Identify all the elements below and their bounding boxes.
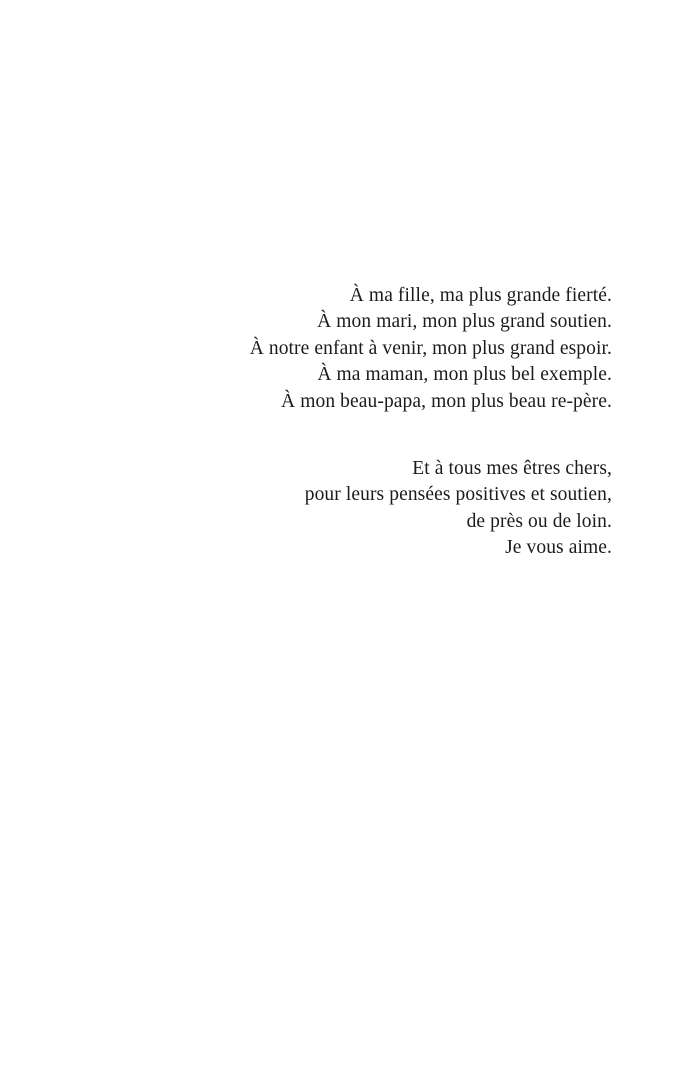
dedication-block-others bbox=[60, 456, 612, 562]
dedication-line: À ma maman, mon plus bel exemple. bbox=[317, 364, 612, 386]
dedication-line: Et à tous mes êtres chers, bbox=[412, 458, 612, 480]
dedication-line: de près ou de loin. bbox=[466, 510, 612, 532]
dedication-text bbox=[60, 283, 612, 562]
dedication-line: À mon mari, mon plus grand soutien. bbox=[317, 311, 612, 333]
dedication-line: À ma fille, ma plus grande fierté. bbox=[349, 285, 612, 306]
dedication-line: Je vous aime. bbox=[505, 537, 612, 559]
dedication-line: pour leurs pensées positives et soutien, bbox=[304, 484, 612, 506]
dedication-block-family bbox=[60, 283, 612, 415]
dedication-line: À notre enfant à venir, mon plus grand espoir. bbox=[249, 337, 612, 359]
dedication-line: À mon beau-papa, mon plus beau re-père. bbox=[281, 390, 612, 412]
